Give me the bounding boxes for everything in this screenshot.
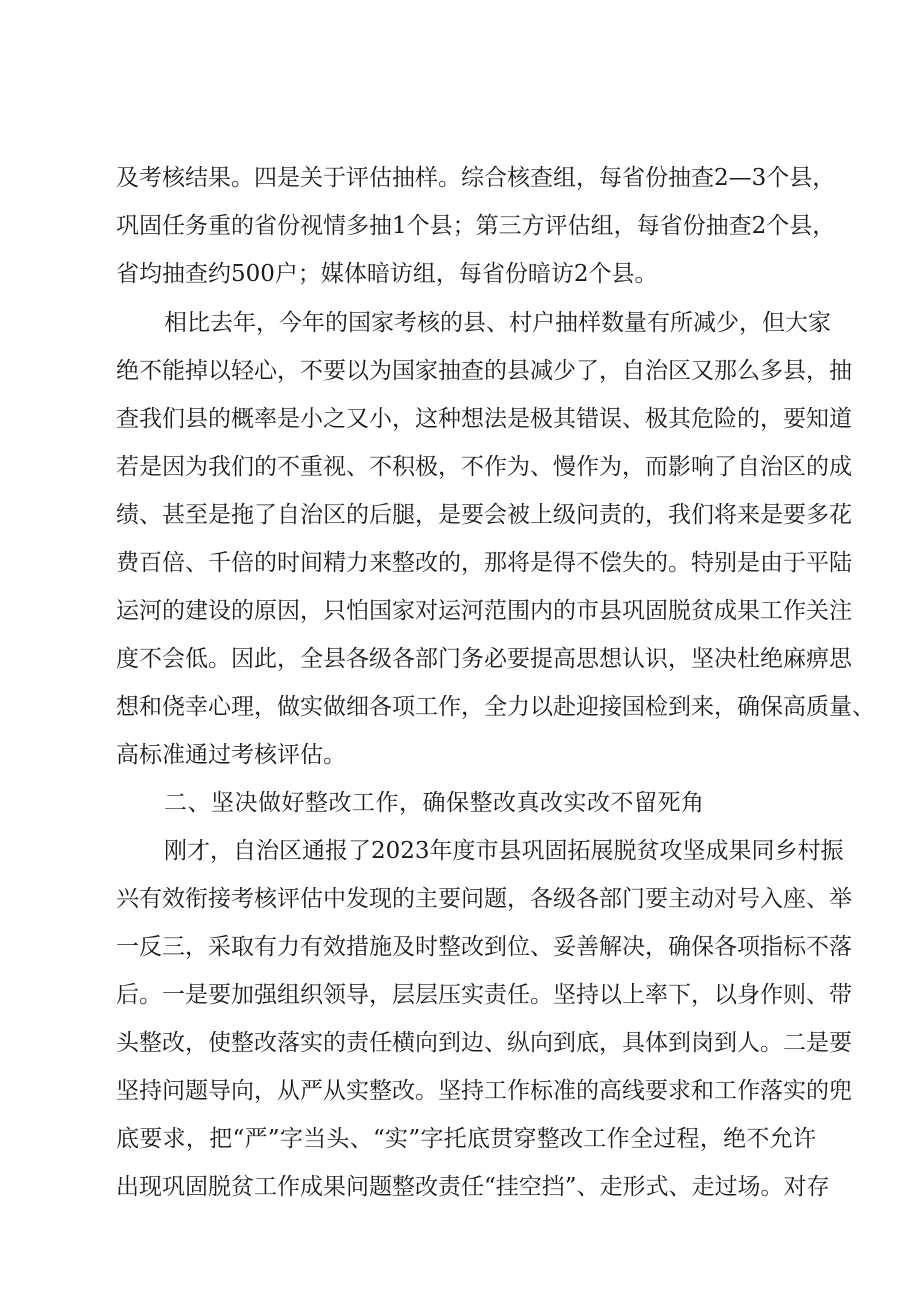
paragraph-line: 坚持问题导向，从严从实整改。坚持工作标准的高线要求和工作落实的兜 [116, 1078, 852, 1104]
paragraph-line: 省均抽查约500户；媒体暗访组，每省份暗访2个县。 [116, 261, 658, 287]
paragraph-line: 若是因为我们的不重视、不积极，不作为、慢作为，而影响了自治区的成 [116, 454, 852, 480]
paragraph-line: 出现巩固脱贫工作成果问题整改责任“挂空挡”、走形式、走过场。对存 [116, 1174, 830, 1200]
section-heading: 二、坚决做好整改工作，确保整改真改实改不留死角 [164, 790, 705, 816]
paragraph-line: 度不会低。因此，全县各级各部门务必要提高思想认识，坚决杜绝麻痹思 [116, 646, 852, 672]
paragraph-line: 兴有效衔接考核评估中发现的主要问题，各级各部门要主动对号入座、举 [116, 886, 852, 912]
paragraph-first-line: 相比去年，今年的国家考核的县、村户抽样数量有所减少，但大家 [164, 310, 831, 336]
paragraph-line: 绩、甚至是拖了自治区的后腿，是要会被上级问责的，我们将来是要多花 [116, 502, 852, 528]
paragraph-line: 运河的建设的原因，只怕国家对运河范围内的市县巩固脱贫成果工作关注 [116, 598, 852, 624]
paragraph-line: 巩固任务重的省份视情多抽1个县；第三方评估组，每省份抽查2个县， [116, 213, 836, 239]
paragraph-first-line: 刚才，自治区通报了2023年度市县巩固拓展脱贫攻坚成果同乡村振 [164, 838, 844, 864]
paragraph-line: 一反三，采取有力有效措施及时整改到位、妥善解决，确保各项指标不落 [116, 934, 852, 960]
paragraph-line: 头整改，使整改落实的责任横向到边、纵向到底，具体到岗到人。二是要 [116, 1030, 852, 1056]
paragraph-line: 高标准通过考核评估。 [116, 742, 346, 768]
paragraph-line: 底要求，把“严”字当头、“实”字托底贯穿整改工作全过程，绝不允许 [116, 1126, 816, 1152]
paragraph-line: 查我们县的概率是小之又小，这种想法是极其错误、极其危险的，要知道 [116, 406, 852, 432]
paragraph-line: 及考核结果。四是关于评估抽样。综合核查组，每省份抽查2—3个县， [116, 165, 836, 191]
paragraph-line: 绝不能掉以轻心，不要以为国家抽查的县减少了，自治区又那么多县，抽 [116, 358, 852, 384]
paragraph-line: 想和侥幸心理，做实做细各项工作，全力以赴迎接国检到来，确保高质量、 [116, 694, 875, 720]
paragraph-line: 费百倍、千倍的时间精力来整改的，那将是得不偿失的。特别是由于平陆 [116, 550, 852, 576]
paragraph-line: 后。一是要加强组织领导，层层压实责任。坚持以上率下，以身作则、带 [116, 982, 852, 1008]
